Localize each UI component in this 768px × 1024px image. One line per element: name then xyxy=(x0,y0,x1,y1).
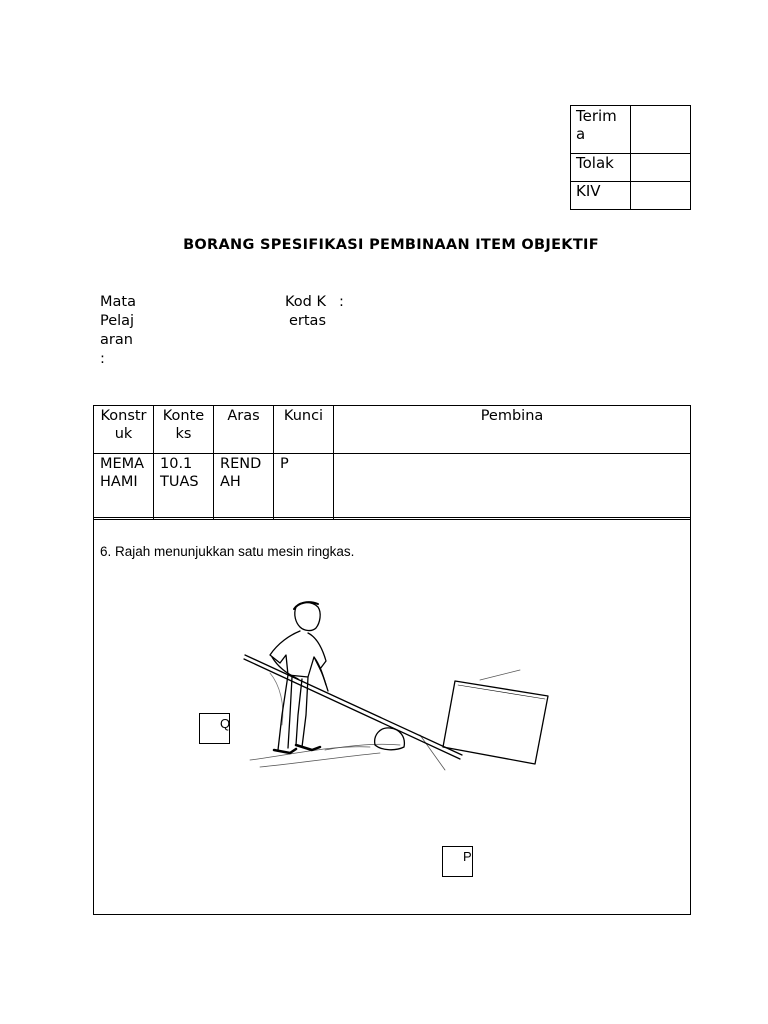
value-konteks[interactable] xyxy=(154,454,214,520)
status-tolak-check[interactable] xyxy=(631,154,691,182)
paper-code-colon: : xyxy=(339,294,344,310)
value-kunci[interactable]: P xyxy=(274,454,334,520)
value-konteks-text: 10.1 TUAS xyxy=(160,456,199,490)
value-pembina[interactable] xyxy=(334,454,691,520)
header-kunci: Kunci xyxy=(274,406,334,454)
review-status-box xyxy=(570,105,691,210)
page-title: BORANG SPESIFIKASI PEMBINAAN ITEM OBJEKTIF xyxy=(183,237,599,253)
paper-code-label: Kod Kertas xyxy=(285,294,326,329)
spec-value-row xyxy=(94,454,691,520)
status-kiv-check[interactable] xyxy=(631,182,691,210)
label-box-q-text: Q xyxy=(220,716,231,731)
status-terima-label: Terima xyxy=(571,106,631,154)
lever-illustration xyxy=(230,595,560,785)
label-box-p xyxy=(442,846,473,877)
header-konstruk: Konstruk xyxy=(94,406,154,454)
header-pembina: Pembina xyxy=(334,406,691,454)
item-spec-table xyxy=(93,405,691,520)
status-kiv-label: KIV xyxy=(571,182,631,210)
status-tolak-label: Tolak xyxy=(571,154,631,182)
value-aras[interactable]: RENDAH xyxy=(214,454,274,520)
header-konteks: Konteks xyxy=(154,406,214,454)
label-box-q xyxy=(199,713,230,744)
question-text: 6. Rajah menunjukkan satu mesin ringkas. xyxy=(100,544,355,559)
header-aras: Aras xyxy=(214,406,274,454)
label-box-p-text: P xyxy=(463,849,472,864)
spec-header-row xyxy=(94,406,691,454)
subject-label: Mata Pelajaran : xyxy=(100,294,136,367)
status-terima-check[interactable] xyxy=(631,106,691,154)
value-konstruk[interactable]: MEMAHAMI xyxy=(94,454,154,520)
